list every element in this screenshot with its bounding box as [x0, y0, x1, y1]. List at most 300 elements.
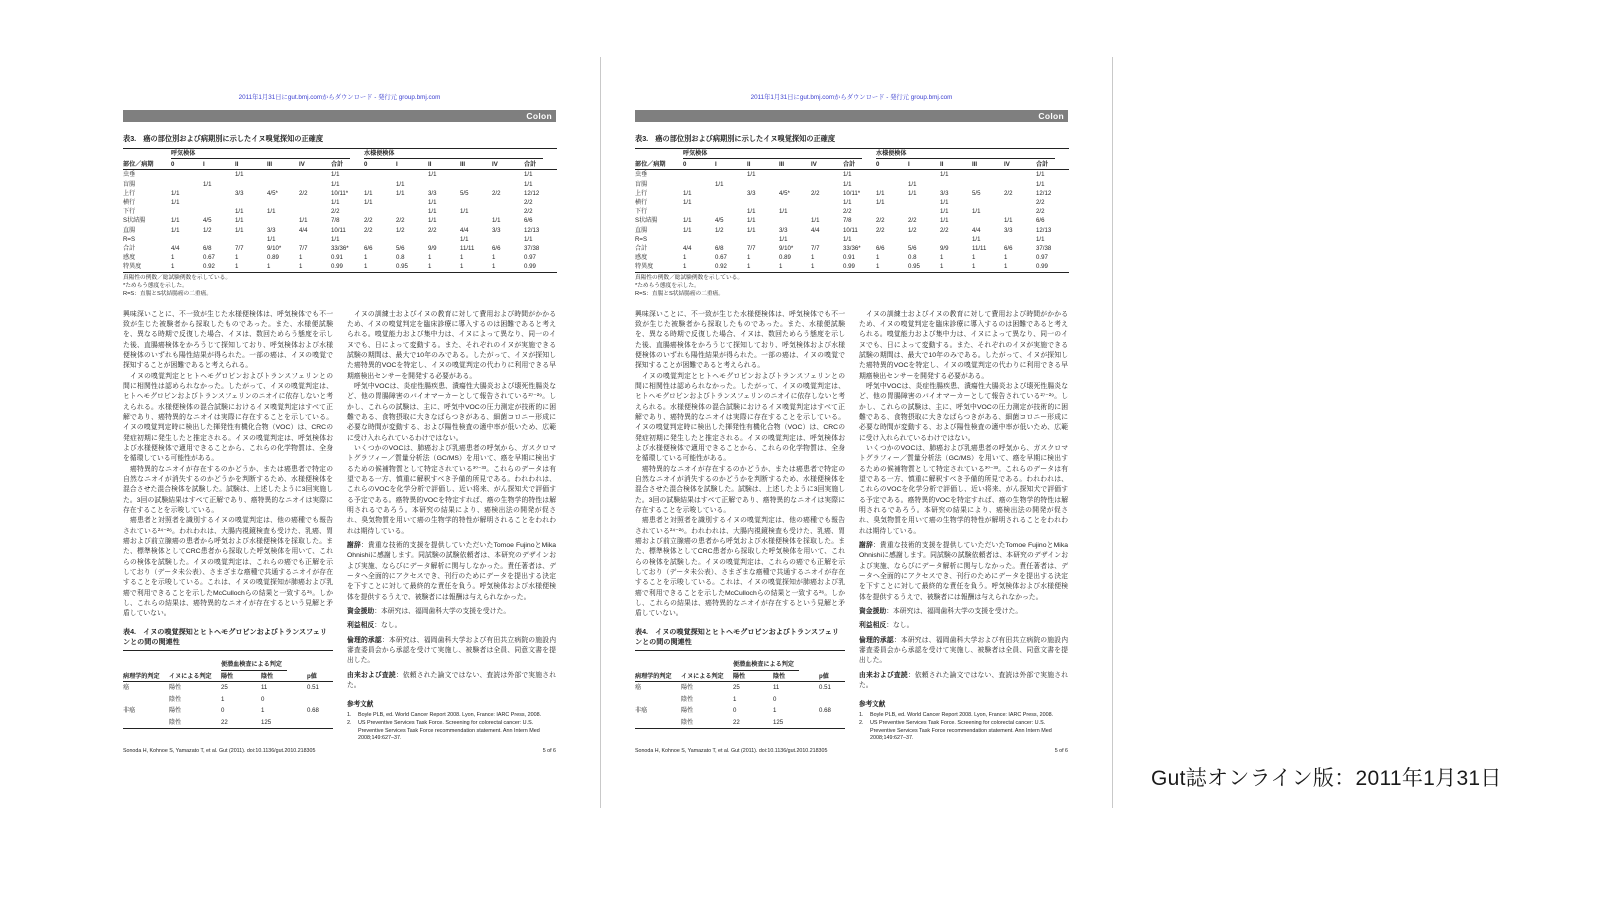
table3-cell — [171, 180, 203, 189]
slide-caption: Gut誌オンライン版：2011年1月31日 — [1151, 767, 1502, 790]
table3-cell: 37/38 — [1036, 245, 1052, 253]
table3-cell: 1/1 — [235, 171, 244, 179]
table3-footnote: 真陽性の例数／総試験例数を示している。 — [635, 275, 744, 282]
table3-cell — [972, 216, 1004, 225]
table3-cell — [396, 170, 428, 180]
note-label: 利益相反 — [859, 622, 887, 630]
table3-row — [635, 189, 1069, 198]
table3-cell: 盲腸 — [123, 180, 136, 188]
table4-header-dog: イヌによる判定 — [169, 660, 221, 682]
table3-footnote: 真陽性の例数／総試験例数を示している。 — [123, 275, 232, 282]
table3-cell: 1/1 — [171, 226, 180, 234]
table3-cell: 0.67 — [203, 254, 215, 262]
table3-cell: 1/1 — [267, 208, 276, 216]
table3-cell: 1 — [171, 254, 175, 262]
table3-cell: 1/1 — [460, 235, 469, 243]
table3-cell — [779, 198, 811, 207]
table3-cell: 3/3 — [235, 189, 244, 197]
table3-cell — [492, 170, 524, 180]
table4-row — [123, 682, 333, 694]
table4-cell — [307, 694, 333, 706]
note-label: 倫理的承認 — [347, 636, 382, 644]
table3-cell: 1 — [364, 263, 368, 271]
table3-cell — [779, 180, 811, 189]
table3-cell: 0.67 — [715, 254, 727, 262]
table3-cell — [715, 207, 747, 216]
table3-stage-header-cell: 合計 — [331, 160, 364, 170]
table3-cell: 1/1 — [843, 199, 852, 207]
table3-cell — [235, 180, 267, 189]
reference-item — [859, 720, 1068, 743]
body-paragraph: 癌特異的なニオイが存在するのかどうか、または癌患者で特定の自然なニオイが消失するのかどうかを判断するため、水様便検体を混合させた混合検体を試験した。試験は、上述したように3回実施した。3回の試験結果はすべて正解であり、癌特異的なニオイは実際に存在することを示唆している。 — [123, 465, 333, 514]
table3-cell: 7/8 — [843, 217, 852, 225]
body-paragraph: 興味深いことに、不一致が生じた水様便検体は、呼気検体でも不一致が生じた被験者から採取したものであった。また、水様便試験を、異なる時期で反復した場合、イヌは、数回ためらう態度を示した後、直腸癌検体をかろうじて探知しており、呼気検体および水様便検体のいずれも陽性結果が得られた。一部の癌は、イヌの嗅覚で探知することが困難であると考えられる。 — [123, 310, 333, 370]
table3-cell: 0.8 — [396, 254, 405, 262]
table3-cell: 1 — [460, 263, 464, 271]
table3-cell: 2/2 — [492, 189, 501, 197]
table3-cell: 2/2 — [396, 217, 405, 225]
download-header-link[interactable]: 2011年1月31日にgut.bmj.comからダウンロード - 発行元 group.bmj.com — [238, 94, 441, 101]
table3-cell: 7/7 — [299, 245, 308, 253]
table3-cell — [972, 180, 1004, 189]
table3-cell: 10/11* — [331, 189, 349, 197]
table3-stage-header-cell: I — [715, 160, 747, 170]
table3-row — [123, 226, 557, 235]
table3-corner-cell — [635, 148, 683, 160]
note-text: ：本研究は、福岡歯科大学および有田共立病院の施設内審査委員会から承認を受けて実施し、被験者は全員、同意文書を提出した。 — [347, 636, 557, 665]
table3-cell: 1 — [428, 263, 432, 271]
body-paragraph: イヌの嗅覚判定とヒトヘモグロビンおよびトランスフェリンとの間に相関性は認められなかった。したがって、イヌの嗅覚判定は、ヒトヘモグロビンおよびトランスフェリンのニオイに依存しないと考えられる。水様便検体の混合試験におけるイヌ嗅覚判定はすべて正解であり、癌特異的なニオイは実際に存在することを示している。イヌの嗅覚判定時に検出した揮発性有機化合物（VOC）は、CRCの発症初期に発生したと推定される。イヌの嗅覚判定は、呼気検体および水様便検体で適用できることから、これらの化学物質は、全身を循環している可能性がある。 — [123, 372, 333, 463]
table3-accuracy-by-site-stage — [123, 148, 557, 273]
table3-row — [123, 262, 557, 272]
table3-cell: 2/2 — [428, 226, 437, 234]
table3-cell: 1 — [972, 263, 976, 271]
table3-cell: 0.95 — [396, 263, 408, 271]
article-page-2 — [601, 57, 1113, 808]
table3-cell: 2/2 — [1036, 208, 1045, 216]
table3-cell: 1/1 — [331, 180, 340, 188]
table3-cell — [492, 235, 524, 244]
table3-stage-header-cell: I — [203, 160, 235, 170]
table3-cell: 盲腸 — [635, 180, 648, 188]
references-title: 参考文献 — [347, 701, 374, 709]
reference-number: 2. — [859, 719, 864, 726]
table3-cell: 2/2 — [299, 189, 308, 197]
table3-cell: 0.99 — [843, 263, 855, 271]
table3-row — [123, 198, 557, 207]
table3-cell: 2/2 — [331, 208, 340, 216]
reference-text: Boyle PLB, ed. World Cancer Report 2008. Lyon, France: IARC Press, 2008. — [358, 712, 542, 719]
table3-row — [635, 198, 1069, 207]
reference-item — [347, 712, 556, 720]
table3-cell — [1004, 198, 1036, 207]
footer-citation: Sonoda H, Kohnoe S, Yamazato T, et al. Gut (2011). doi:10.1136/gut.2010.218305 — [123, 748, 316, 754]
reference-item — [347, 720, 556, 743]
table3-breath-group-header: 呼気検体 — [683, 148, 876, 160]
table4-row — [123, 705, 333, 717]
article-note — [859, 541, 1068, 603]
table4-scent-vs-fobt — [123, 660, 333, 729]
table3-cell: 1 — [235, 254, 239, 262]
footer-citation: Sonoda H, Kohnoe S, Yamazato T, et al. Gut (2011). doi:10.1136/gut.2010.218305 — [635, 748, 828, 754]
table3-cell: 1/1 — [235, 217, 244, 225]
table3-cell: 1/1 — [492, 217, 501, 225]
table3-cell — [747, 235, 779, 244]
table3-cell: 1/1 — [460, 208, 469, 216]
table3-group-header-row — [123, 148, 557, 160]
table3-cell: 横行 — [123, 199, 136, 207]
table3-cell — [908, 207, 940, 216]
table3-cell: 9/10* — [779, 245, 794, 253]
table3-cell: 1/1 — [299, 217, 308, 225]
table3-cell: 1/1 — [171, 189, 180, 197]
table3-cell: 6/6 — [1036, 217, 1045, 225]
footer-page-number: 5 of 6 — [1054, 748, 1068, 754]
table3-cell: 横行 — [635, 199, 648, 207]
table3-cell: 1/1 — [972, 208, 981, 216]
table4-row — [635, 717, 845, 729]
body-paragraph: 癌患者と対照者を識別するイヌの嗅覚判定は、他の癌種でも報告されている²⁴⁻²⁶。われわれは、大腸内視鏡検査も受けた、乳癌、胃癌および前立腺癌の患者から呼気および水様便検体を採取した。また、標準検体としてCRC患者から採取した呼気検体を用いて、これらの検体を試験した。イヌの嗅覚判定は、これらの癌でも正解を示しており（データ未公表）、さまざまな癌種で共通するニオイが存在することを示唆している。これは、イヌの嗅覚探知が肺癌および乳癌で利用できることを示したMcCullochらの結果と一致する²⁶。しかし、これらの結果は、癌特異的なニオイが存在するという見解と矛盾していない。 — [635, 517, 845, 618]
table3-cell: 2/2 — [940, 226, 949, 234]
table4-cell: 0 — [733, 707, 737, 715]
table3-cell: 1/2 — [396, 226, 405, 234]
table3-cell: 1/1 — [203, 180, 212, 188]
table3-stool-group-header: 水様便検体 — [876, 148, 1069, 160]
table4-row — [635, 682, 845, 694]
table3-cell: 4/4 — [299, 226, 308, 234]
table3-cell: 9/10* — [267, 245, 282, 253]
table3-cell: 1/1 — [779, 208, 788, 216]
table3-cell: 6/8 — [715, 245, 724, 253]
table3-cell: 下行 — [123, 208, 136, 216]
table3-cell: 2/2 — [364, 217, 373, 225]
table4-cell — [819, 694, 845, 706]
table3-cell: 1 — [428, 254, 432, 262]
table3-cell: 4/4 — [460, 226, 469, 234]
table3-cell: 3/3 — [940, 189, 949, 197]
table3-cell: 1/1 — [428, 199, 437, 207]
table3-cell — [811, 170, 843, 180]
table3-cell: 1 — [492, 263, 496, 271]
table3-cell — [171, 235, 203, 244]
table4-row — [635, 705, 845, 717]
reference-number: 1. — [859, 712, 864, 719]
table3-cell: 1/1 — [331, 171, 340, 179]
table3-cell: 1/1 — [747, 171, 756, 179]
table3-cell: 5/6 — [908, 245, 917, 253]
table3-cell — [811, 207, 843, 216]
references-list — [347, 712, 556, 743]
table3-cell: 1/1 — [940, 208, 949, 216]
table3-cell: 1/1 — [171, 217, 180, 225]
table3-cell: 6/6 — [364, 245, 373, 253]
note-text: ：依頼された論文ではない、査読は外部で実施された。 — [347, 671, 557, 689]
table4-cell: 1 — [261, 707, 265, 715]
article-note — [859, 671, 1068, 692]
table3-cell — [940, 235, 972, 244]
body-paragraph: イヌの嗅覚判定とヒトヘモグロビンおよびトランスフェリンとの間に相関性は認められなかった。したがって、イヌの嗅覚判定は、ヒトヘモグロビンおよびトランスフェリンのニオイに依存しないと考えられる。水様便検体の混合試験におけるイヌ嗅覚判定はすべて正解であり、癌特異的なニオイは実際に存在することを示している。イヌの嗅覚判定時に検出した揮発性有機化合物（VOC）は、CRCの発症初期に発生したと推定される。イヌの嗅覚判定は、呼気検体および水様便検体で適用できることから、これらの化学物質は、全身を循環している可能性がある。 — [635, 372, 845, 463]
table3-cell: 2/2 — [1004, 189, 1013, 197]
table3-cell — [876, 180, 908, 189]
download-header-link[interactable]: 2011年1月31日にgut.bmj.comからダウンロード - 発行元 group.bmj.com — [750, 94, 953, 101]
article-notes — [859, 541, 1068, 691]
table4-cell: 陰性 — [169, 718, 182, 726]
table3-cell — [299, 198, 331, 207]
table3-row — [123, 189, 557, 198]
table3-cell: 1/1 — [1036, 180, 1045, 188]
table3-cell: 1/1 — [876, 189, 885, 197]
section-banner — [635, 110, 1068, 122]
table3-cell: 0.89 — [267, 254, 279, 262]
table3-cell: 1/1 — [1036, 171, 1045, 179]
table4-cell: 0 — [221, 707, 225, 715]
left-column-paragraphs — [635, 310, 845, 620]
table3-cell: 2/2 — [364, 226, 373, 234]
table3-cell — [428, 180, 460, 189]
table3-stage-header-cell: IV — [492, 160, 524, 170]
table3-title: 表3. 癌の部位別および病期別に示したイヌ嗅覚探知の正確度 — [123, 133, 324, 143]
table3-cell: 6/6 — [524, 217, 533, 225]
table3-cell: 直腸 — [635, 226, 648, 234]
table4-cell: 0 — [773, 695, 777, 703]
table3-row — [123, 253, 557, 262]
table3-cell: 1/1 — [331, 235, 340, 243]
references-title: 参考文献 — [859, 701, 886, 709]
table4-title: 表4. イヌの嗅覚探知とヒトヘモグロビンおよびトランスフェリンとの間の関連性 — [123, 627, 333, 652]
table3-cell: 1/1 — [235, 226, 244, 234]
table3-cell: 1/1 — [747, 217, 756, 225]
article-note — [347, 671, 556, 692]
table3-cell — [1004, 180, 1036, 189]
table3-row — [635, 253, 1069, 262]
table3-cell: 33/36* — [843, 245, 861, 253]
body-paragraph: 興味深いことに、不一致が生じた水様便検体は、呼気検体でも不一致が生じた被験者から採取したものであった。また、水様便試験を、異なる時期で反復した場合、イヌは、数回ためらう態度を示した後、直腸癌検体をかろうじて探知しており、呼気検体および水様便検体のいずれも陽性結果が得られた。一部の癌は、イヌの嗅覚で探知することが困難であると考えられる。 — [635, 310, 845, 370]
table3-cell: 2/2 — [843, 208, 852, 216]
table3-cell: 6/6 — [492, 245, 501, 253]
table3-cell: 1/1 — [940, 199, 949, 207]
table4-cell: 陽性 — [169, 707, 182, 715]
table4-cell: 0.68 — [307, 707, 319, 715]
table3-cell — [460, 170, 492, 180]
table4-cell: 陽性 — [169, 684, 182, 692]
table4-cell: 0.51 — [819, 684, 831, 692]
table3-cell: 1 — [940, 263, 944, 271]
table4-scent-vs-fobt — [635, 660, 845, 729]
table3-cell: 2/2 — [908, 217, 917, 225]
table3-stage-header-cell: IV — [811, 160, 843, 170]
table3-cell: 9/9 — [428, 245, 437, 253]
table3-cell — [235, 198, 267, 207]
table3-stage-header-cell: 0 — [171, 160, 203, 170]
table3-row — [635, 262, 1069, 272]
table4-row — [123, 717, 333, 729]
body-paragraph: 呼気中VOCは、炎症性腸疾患、潰瘍性大腸炎および壊死性腸炎など、他の胃腸障害のバイオマーカーとして報告されている²⁷⁻²⁹。しかし、これらの試験は、主に、呼気中VOCの圧力測定が技術的に困難である、食物摂取に大きなばらつきがある、細菌コロニー形成に必要な時間が変動する、および陽性検査の適中率が低いため、広範に受け入れられているわけではない。 — [347, 383, 556, 442]
table4-block — [635, 627, 845, 730]
table3-cell — [299, 235, 331, 244]
table3-cell: 1 — [683, 254, 687, 262]
table4-cell: 1 — [773, 707, 777, 715]
right-column — [859, 310, 1068, 743]
section-banner-label: Colon — [526, 110, 552, 121]
table4-header-negative: 陰性 — [261, 672, 307, 682]
right-column-paragraphs — [859, 310, 1068, 537]
table3-cell: 虫垂 — [635, 171, 648, 179]
table3-footnote: R=S：直腸とS状結腸癌の二重癌。 — [635, 290, 724, 297]
reference-text: US Preventive Services Task Force. Screening for colorectal cancer: U.S. Preventive Services Task Force recommendation statement. Ann Intern Med 2008;149:627–37. — [358, 719, 540, 742]
table3-cell — [811, 198, 843, 207]
table3-footnote: R=S：直腸とS状結腸癌の二重癌。 — [123, 290, 212, 297]
table3-cell: 4/5 — [715, 217, 724, 225]
article-note — [347, 541, 556, 603]
table3-cell: 1/1 — [364, 199, 373, 207]
table3-stage-header-cell: II — [428, 160, 460, 170]
table3-cell: 7/7 — [747, 245, 756, 253]
table3-cell: 0.95 — [908, 263, 920, 271]
table3-cell: 直腸 — [123, 226, 136, 234]
table3-cell — [908, 170, 940, 180]
body-columns — [123, 310, 556, 743]
section-banner — [123, 110, 556, 122]
table3-cell: 1 — [460, 254, 464, 262]
table4-cell: 0.51 — [307, 684, 319, 692]
table4-header-pathology: 病理学的判定 — [123, 660, 169, 682]
table3-cell — [940, 180, 972, 189]
table3-stage-header-cell: 部位／病期 — [123, 160, 171, 170]
table3-cell: 37/38 — [524, 245, 540, 253]
table3-cell — [876, 235, 908, 244]
table3-cell — [364, 207, 396, 216]
page-spread — [89, 57, 1113, 808]
table4-header-pvalue: p値 — [307, 660, 333, 682]
table4-cell: 125 — [261, 718, 272, 726]
table3-cell: 1/1 — [267, 235, 276, 243]
table4-cell — [635, 717, 681, 729]
table3-stage-header-cell: IV — [299, 160, 331, 170]
table3-stage-header-cell: 合計 — [1036, 160, 1069, 170]
table3-stage-header-cell: 0 — [364, 160, 396, 170]
table3-cell — [299, 180, 331, 189]
table3-row — [123, 235, 557, 244]
table3-row — [635, 207, 1069, 216]
table3-cell: 1/1 — [428, 208, 437, 216]
note-label: 利益相反 — [347, 622, 375, 630]
table4-cell: 陰性 — [681, 695, 694, 703]
table3-cell: 4/4 — [171, 245, 180, 253]
table3-cell: 0.99 — [331, 263, 343, 271]
table3-cell — [747, 180, 779, 189]
table3-cell — [460, 198, 492, 207]
table3-cell: 1/1 — [843, 235, 852, 243]
table3-cell: 1/1 — [747, 208, 756, 216]
table3-stage-header-cell: II — [747, 160, 779, 170]
table3-cell: 5/5 — [972, 189, 981, 197]
table3-cell — [908, 198, 940, 207]
table3-row — [635, 216, 1069, 225]
table3-cell — [811, 235, 843, 244]
table3-cell — [811, 180, 843, 189]
table3-stage-header-cell: III — [460, 160, 492, 170]
table3-cell: 3/3 — [779, 226, 788, 234]
table3-cell: 虫垂 — [123, 171, 136, 179]
table3-row — [123, 244, 557, 253]
table4-title: 表4. イヌの嗅覚探知とヒトヘモグロビンおよびトランスフェリンとの間の関連性 — [635, 627, 845, 652]
table4-cell: 1 — [221, 695, 225, 703]
table3-cell: 2/2 — [876, 226, 885, 234]
table3-cell: 4/5* — [779, 189, 790, 197]
table4-cell — [635, 694, 681, 706]
table3-cell: 4/4 — [972, 226, 981, 234]
table4-cell: 陽性 — [681, 707, 694, 715]
body-paragraph: 癌患者と対照者を識別するイヌの嗅覚判定は、他の癌種でも報告されている²⁴⁻²⁶。われわれは、大腸内視鏡検査も受けた、乳癌、胃癌および前立腺癌の患者から呼気および水様便検体を採取した。また、標準検体としてCRC患者から採取した呼気検体を用いて、これらの検体を試験した。イヌの嗅覚判定は、これらの癌でも正解を示しており（データ未公表）、さまざまな癌種で共通するニオイが存在することを示唆している。これは、イヌの嗅覚探知が肺癌および乳癌で利用できることを示したMcCullochらの結果と一致する²⁶。しかし、これらの結果は、癌特異的なニオイが存在するという見解と矛盾していない。 — [123, 517, 333, 618]
table3-cell: R=S — [635, 235, 648, 243]
table3-cell — [747, 198, 779, 207]
references-list — [859, 712, 1068, 743]
article-note — [347, 636, 556, 667]
table3-cell: 6/8 — [203, 245, 212, 253]
table3-row — [635, 244, 1069, 253]
table3-cell: 5/6 — [396, 245, 405, 253]
body-paragraph: イヌの訓練士およびイヌの教育に対して費用および時間がかかるため、イヌの嗅覚判定を臨床診療に導入するのは困難であると考えられる。嗅覚能力および集中力は、イヌによって異なり、同一のイヌでも、日によって変動する。また、それぞれのイヌが実施できる試験の期間は、最大で10年のみである。したがって、イヌが探知した癌特異的VOCを特定し、イヌの嗅覚判定の代わりに利用できる早期癌検出センサーを開発する必要がある。 — [347, 310, 556, 380]
page-footer — [635, 747, 1068, 755]
table3-row — [635, 170, 1069, 180]
reference-number: 2. — [347, 719, 352, 726]
table3-cell: 1/2 — [715, 226, 724, 234]
table3-cell: 1/1 — [715, 180, 724, 188]
table3-cell: 7/8 — [331, 217, 340, 225]
table3-cell: R=S — [123, 235, 136, 243]
table3-cell: 3/3 — [267, 226, 276, 234]
table3-cell: 7/7 — [235, 245, 244, 253]
table3-cell: 10/11 — [843, 226, 858, 234]
note-label: 謝辞 — [859, 541, 873, 549]
table3-cell — [715, 198, 747, 207]
table3-cell: 1/1 — [683, 189, 692, 197]
table4-row — [635, 694, 845, 706]
table3-row — [635, 180, 1069, 189]
table4-cell: 癌 — [635, 684, 642, 692]
table3-cell: 合計 — [635, 245, 648, 253]
table4-cell: 11 — [773, 684, 780, 692]
table3-cell: 1/1 — [331, 199, 340, 207]
table3-cell: 10/11 — [331, 226, 346, 234]
left-column-paragraphs — [123, 310, 333, 620]
table3-cell — [683, 207, 715, 216]
table3-stage-header-cell: III — [972, 160, 1004, 170]
table3-footnote: *ためらう態度を示した。 — [123, 283, 188, 289]
table3-cell: 12/12 — [524, 189, 540, 197]
table3-cell: 3/3 — [747, 189, 756, 197]
table4-cell: 0.68 — [819, 707, 831, 715]
table3-breath-group-header: 呼気検体 — [171, 148, 364, 160]
table3-cell: 0.99 — [1036, 263, 1048, 271]
body-columns — [635, 310, 1068, 743]
table3-cell: 1 — [876, 263, 880, 271]
table3-cell: 1/1 — [364, 189, 373, 197]
table3-cell: 33/36* — [331, 245, 349, 253]
table3-cell — [1004, 235, 1036, 244]
table3-cell: 1 — [364, 254, 368, 262]
table3-cell: 1 — [267, 263, 271, 271]
table4-cell: 0 — [261, 695, 265, 703]
table3-cell: 1/1 — [235, 208, 244, 216]
table3-cell: 4/5* — [267, 189, 278, 197]
table3-row — [123, 170, 557, 180]
table3-cell: 1/1 — [428, 217, 437, 225]
table3-cell: 特異度 — [123, 263, 142, 271]
table3-cell — [492, 180, 524, 189]
table3-cell — [779, 170, 811, 180]
table3-cell — [1004, 170, 1036, 180]
